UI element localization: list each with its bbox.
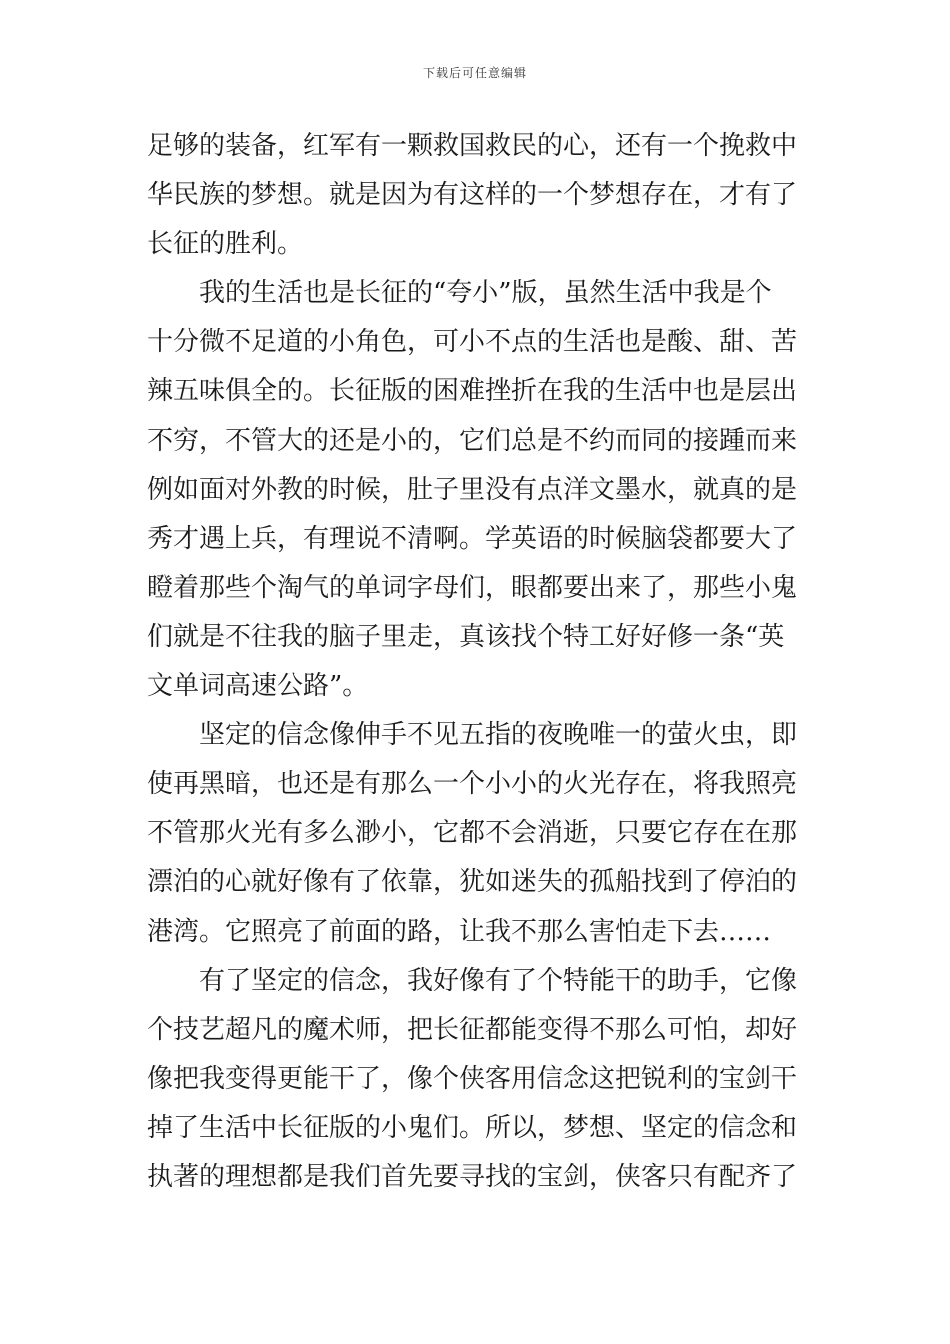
text-line: 十分微不足道的小角色，可小不点的生活也是酸、甜、苦 [147,327,798,358]
text-line: 文单词高速公路”。 [147,671,369,702]
text-line: 使再黑暗，也还是有那么一个小小的火光存在，将我照亮 [147,769,798,800]
text-line: 足够的装备，红军有一颗救国救民的心，还有一个挽救中 [147,131,798,161]
text-line: 漂泊的心就好像有了依靠，犹如迷失的孤船找到了停泊的 [147,867,798,898]
text-line: 像把我变得更能干了，像个侠客用信念这把锐利的宝剑干 [147,1063,798,1094]
text-line: 瞪着那些个淘气的单词字母们，眼都要出来了，那些小鬼 [147,572,798,603]
text-line: 有了坚定的信念，我好像有了个特能干的助手，它像 [199,965,798,996]
page-header: 下载后可任意编辑 [422,66,527,80]
text-line: 执著的理想都是我们首先要寻找的宝剑，侠客只有配齐了 [147,1161,798,1192]
text-line: 例如面对外教的时候，肚子里没有点洋文墨水，就真的是 [147,474,798,505]
text-line: 港湾。它照亮了前面的路，让我不那么害怕走下去…… [147,916,772,947]
text-line: 秀才遇上兵，有理说不清啊。学英语的时候脑袋都要大了 [147,523,798,554]
text-line: 不穷，不管大的还是小的，它们总是不约而同的接踵而来 [147,425,798,456]
text-line: 掉了生活中长征版的小鬼们。所以，梦想、坚定的信念和 [147,1112,798,1143]
text-line: 华民族的梦想。就是因为有这样的一个梦想存在，才有了 [147,180,798,211]
text-line: 们就是不往我的脑子里走，真该找个特工好好修一条“英 [147,621,785,652]
text-line: 辣五味俱全的。长征版的困难挫折在我的生活中也是层出 [147,376,798,407]
text-line: 个技艺超凡的魔术师，把长征都能变得不那么可怕，却好 [147,1014,798,1045]
text-line: 不管那火光有多么渺小，它都不会消逝，只要它存在在那 [147,818,798,849]
text-line: 坚定的信念像伸手不见五指的夜晚唯一的萤火虫，即 [199,720,798,751]
text-line: 长征的胜利。 [147,229,304,260]
body-text [147,122,807,1202]
text-line: 我的生活也是长征的“夸小”版，虽然生活中我是个 [199,278,772,309]
